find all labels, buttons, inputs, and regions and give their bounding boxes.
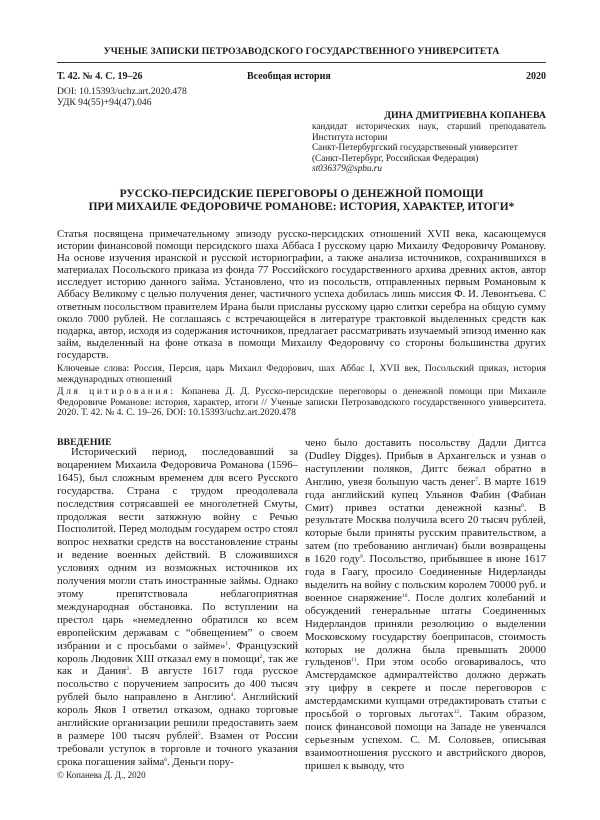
journal-header: УЧЕНЫЕ ЗАПИСКИ ПЕТРОЗАВОДСКОГО ГОСУДАРСТВЕННОГО УНИВЕРСИТЕТА — [103, 46, 500, 57]
header-rule — [57, 62, 546, 63]
text-run: Исторический период, последовавший за воцарением Михаила Федоровича Романова (1596–1645), был сложным временем для всего Русского государства. Страна с трудом преодолевала последствия сотрясавшей ее многолетней Смуты, продолжая вести затяжную войну с Речью Посполитой. Перед молодым государем остро стоял вопрос нехватки средств на восстановление страны и ведение военных действий. В сложившихся условиях одним из возможных источников их получения могли стать иностранные займы. Однако этому препятствовала неблагоприятная международная обстановка. По вступлении на престол царь «немедленно обратился ко всем европейским державам с “обвещением” о своем избрании и с просьбами о займе» — [57, 446, 298, 652]
text-run: , так же как и Дания — [57, 652, 298, 678]
body-column-right — [305, 437, 546, 773]
text-run: . В августе 1617 года русское посольство с поручением запросить до 400 тысяч рублей было направлено в Англию — [57, 665, 298, 704]
section-heading: ВВЕДЕНИЕ — [57, 437, 112, 448]
title-line-1: РУССКО-ПЕРСИДСКИЕ ПЕРЕГОВОРЫ О ДЕНЕЖНОЙ ПОМОЩИ — [119, 188, 484, 200]
author-name: ДИНА ДМИТРИЕВНА КОПАНЕВА — [384, 110, 546, 121]
text-run: . При этом особо оговаривалось, что Амстердамское адмиралтейство должно держать эту цифру в секрете и после переговоров с амстердамскими купцами отредактировать статьи с просьбой о торговых льготах — [305, 656, 546, 721]
footnote-ref[interactable]: 2 — [259, 653, 263, 660]
citation-text: Копанева Д. Д. Русско-персидские переговоры о денежной помощи при Михаиле Федоровиче Романове: история, характер, итоги // Ученые записки Петрозаводского государственного университета. 2020. Т. 42. № 4. С. 19–26. DOI: 10.15393/uchz.art.2020.478 — [57, 386, 546, 419]
article-title — [57, 188, 546, 214]
footnote-ref[interactable]: 4 — [230, 692, 234, 699]
volume-pages: Т. 42. № 4. С. 19–26 — [57, 71, 143, 82]
text-run: . После долгих колебаний и обсуждений генеральные штаты Соединенных Нидерландов приняли резолюцию о выделении Московскому государству боеприпасов, стоимость которых не должна была превышать 20000 гульденов — [305, 591, 546, 669]
author-email[interactable]: st036379@spbu.ru — [312, 163, 382, 174]
identifiers — [57, 86, 187, 108]
footnote-ref[interactable]: 10 — [401, 592, 408, 599]
text-run: . В результате Москва получила всего 20 тысяч рублей, которые были приняты русским правительством, а затем (по требованию англичан) были возвращены в 1620 году — [305, 501, 546, 566]
udc-code: УДК 94(55)+94(47).046 — [57, 97, 152, 108]
text-run: . Французский король Людовик XIII отказал ему в помощи — [57, 639, 298, 665]
text-run: . Таким образом, поиск финансовой помощи на Западе не увенчался серьезным успехом. С. М. Соловьев, описывая взаимоотношения русского и австрийского дворов, пришел к выводу, что — [305, 708, 546, 772]
text-run: . Взамен от России требовали уступок в торговле и точного указания срока погашения займа — [57, 729, 298, 768]
author-location: (Санкт-Петербург, Российская Федерация) — [312, 152, 479, 163]
text-run: чено было доставить посольству Дадли Диггса (Dudley Digges). Прибыв в Архангельск и узнав о наступлении поляков, Диггс бежал обратно в Англию, увезя большую часть денег — [305, 437, 546, 488]
text-run: . Деньги пору- — [167, 755, 234, 768]
abstract: Статья посвящена примечательному эпизоду русско-персидских отношений XVII века, касающемуся истории финансовой помощи персидского шаха Аббаса I русскому царю Михаилу Федоровичу Романову. На основе изучения иранской и русской историографии, а также анализа источников, сохранившихся в материалах Посольского приказа из фонда 77 Российского государственного архива древних актов, автор исследует историю данного займа. Установлено, что из посольств, отправленных первым Романовым к Аббасу Великому с целью получения денег, частичного успеха добилась лишь миссия Ф. И. Левонтьева. С ответным посольством правителем Ирана были присланы русскому царю слитки серебра на общую сумму около 7000 рублей. Не соглашаясь с встречающейся в литературе трактовкой выделенных средств как подарка, автор, исходя из содержания источников, предлагает рассматривать изучаемый эпизод именно как займ, выделенный на фоне отказа в помощи Михаилу Федоровичу со стороны большинства других государств. — [57, 228, 546, 361]
footnote-ref[interactable]: 1 — [225, 640, 229, 647]
footnote-ref[interactable]: 7 — [475, 476, 479, 483]
title-line-2: ПРИ МИХАИЛЕ ФЕДОРОВИЧЕ РОМАНОВЕ: ИСТОРИЯ, ХАРАКТЕР, ИТОГИ* — [88, 201, 515, 213]
footnote-ref[interactable]: 11 — [351, 657, 357, 664]
author-position: кандидат исторических наук, старший преподаватель Института истории — [312, 121, 546, 142]
footnote-ref[interactable]: 3 — [126, 666, 129, 673]
doi-link[interactable]: DOI: 10.15393/uchz.art.2020.478 — [57, 86, 187, 97]
text-run: . Посольство, прибывшее в июне 1617 года в Гаагу, просило Соединенные Нидерланды выделить на войну с польским королем 70000 руб. и военное снаряжение — [305, 553, 547, 604]
issue-year: 2020 — [526, 71, 546, 82]
footnote-ref[interactable]: 8 — [521, 502, 524, 509]
footnote-ref[interactable]: 6 — [164, 756, 168, 763]
author-university: Санкт-Петербургский государственный университет — [312, 142, 518, 153]
text-run: . В марте 1619 года английский купец Ульянов Фабин (Фабиан Смит) привез остатки денежной казны — [305, 475, 546, 514]
body-column-left — [57, 446, 298, 769]
section-name: Всеобщая история — [247, 71, 331, 82]
citation — [57, 387, 546, 419]
text-run: . Английский король Яков I ответил отказом, однако торговые английские организации решили предоставить заем в размере 100 тысяч рублей — [57, 691, 298, 742]
citation-label: Для цитирования: — [57, 386, 176, 397]
footnote-ref[interactable]: 12 — [453, 709, 460, 716]
footnote-ref[interactable]: 5 — [197, 730, 201, 737]
keywords: Ключевые слова: Россия, Персия, царь Михаил Федорович, шах Аббас I, XVII век, Посольский приказ, история международных отношений — [57, 363, 546, 385]
copyright-notice: © Копанева Д. Д., 2020 — [57, 770, 146, 780]
author-block — [300, 111, 546, 173]
footnote-ref[interactable]: 9 — [359, 554, 363, 561]
